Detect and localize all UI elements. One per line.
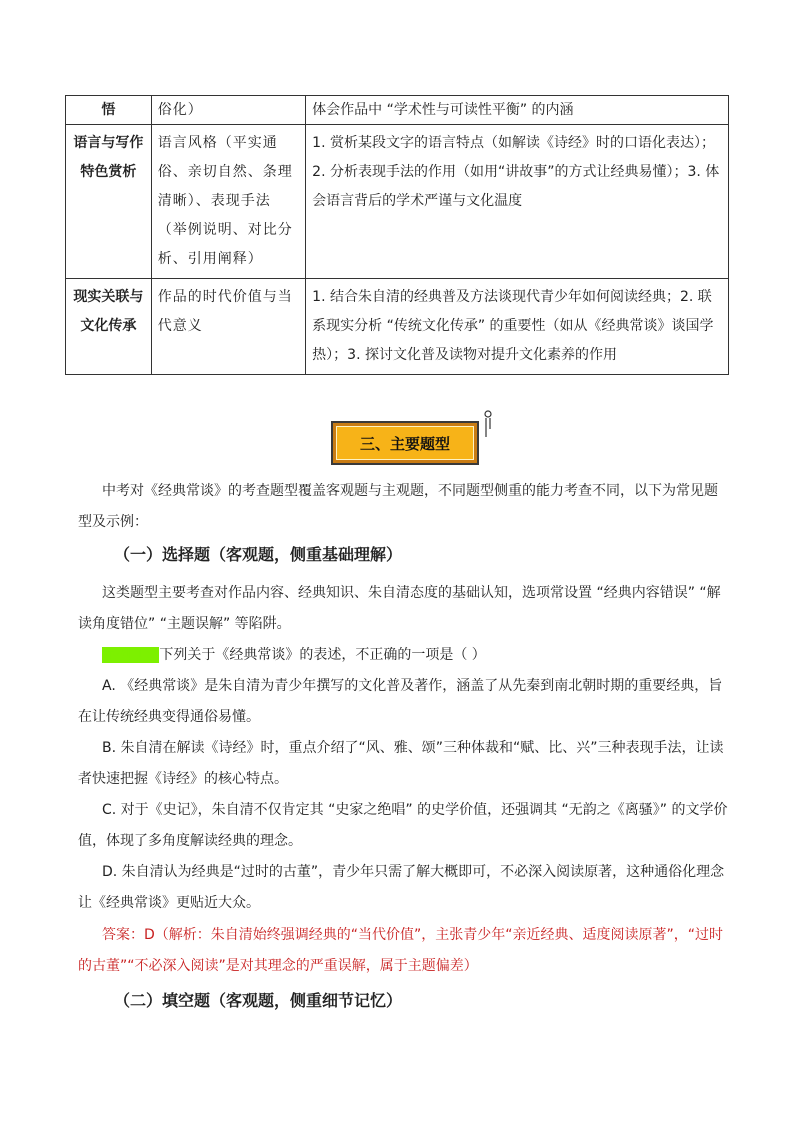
table-cell: 俗化） [151, 96, 305, 125]
table-cell: 语言与写作特色赏析 [66, 125, 152, 279]
answer-text: 答案：D（解析：朱自清始终强调经典的“当代价值”，主张青少年“亲近经典、适度阅读原著”，“过时的古董”“不必深入阅读”是对其理念的严重误解，属于主题偏差） [78, 927, 724, 974]
table-cell: 1. 赏析某段文字的语言特点（如解读《诗经》时的口语化表达）；2. 分析表现手法的作用（如用“讲故事”的方式让经典易懂）；3. 体会语言背后的学术严谨与文化温度 [306, 125, 729, 279]
table-cell: 语言风格（平实通俗、亲切自然、条理清晰）、表现手法（举例说明、对比分析、引用阐释） [151, 125, 305, 279]
content-table [65, 95, 729, 375]
option-b: B. 朱自清在解读《诗经》时，重点介绍了“风、雅、颂”三种体裁和“赋、比、兴”三种表现手法，让读者快速把握《诗经》的核心特点。 [78, 740, 724, 787]
table-row [66, 279, 729, 375]
option-d: D. 朱自清认为经典是“过时的古董”，青少年只需了解大概即可，不必深入阅读原著，这种通俗化理念让《经典常谈》更贴近大众。 [78, 864, 725, 911]
example-tag: 示例 1： [103, 647, 159, 663]
option-a: A. 《经典常谈》是朱自清为青少年撰写的文化普及著作，涵盖了从先秦到南北朝时期的重要经典，旨在让传统经典变得通俗易懂。 [78, 678, 723, 725]
question-text: 下列关于《经典常谈》的表述，不正确的一项是（ ） [159, 647, 486, 663]
table-row [66, 125, 729, 279]
table-cell: 1. 结合朱自清的经典普及方法谈现代青少年如何阅读经典；2. 联系现实分析 “传统文化传承” 的重要性（如从《经典常谈》谈国学热）；3. 探讨文化普及读物对提升文化素养的作用 [306, 279, 729, 375]
table-cell: 悟 [66, 96, 152, 125]
table-cell: 体会作品中 “学术性与可读性平衡” 的内涵 [306, 96, 729, 125]
section-heading-badge [331, 421, 479, 465]
table-cell: 现实关联与文化传承 [66, 279, 152, 375]
subsection-heading: （一）选择题（客观题，侧重基础理解） [114, 545, 403, 564]
subsection-heading: （二）填空题（客观题，侧重细节记忆） [114, 991, 403, 1010]
option-c: C. 对于《史记》，朱自清不仅肯定其 “史家之绝唱” 的史学价值，还强调其 “无韵之《离骚》” 的文学价值，体现了多角度解读经典的理念。 [78, 802, 728, 849]
table-row [66, 96, 729, 125]
question-line [102, 640, 722, 671]
section-heading: 三、主要题型 [336, 426, 474, 460]
subsection-description: 这类题型主要考查对作品内容、经典知识、朱自清态度的基础认知，选项常设置 “经典内容错误” “解读角度错位” “主题误解” 等陷阱。 [78, 585, 721, 632]
intro-paragraph: 中考对《经典常谈》的考查题型覆盖客观题与主观题，不同题型侧重的能力考查不同，以下为常见题型及示例： [78, 483, 718, 530]
decoration-icon [477, 409, 495, 439]
table-cell: 作品的时代价值与当代意义 [151, 279, 305, 375]
